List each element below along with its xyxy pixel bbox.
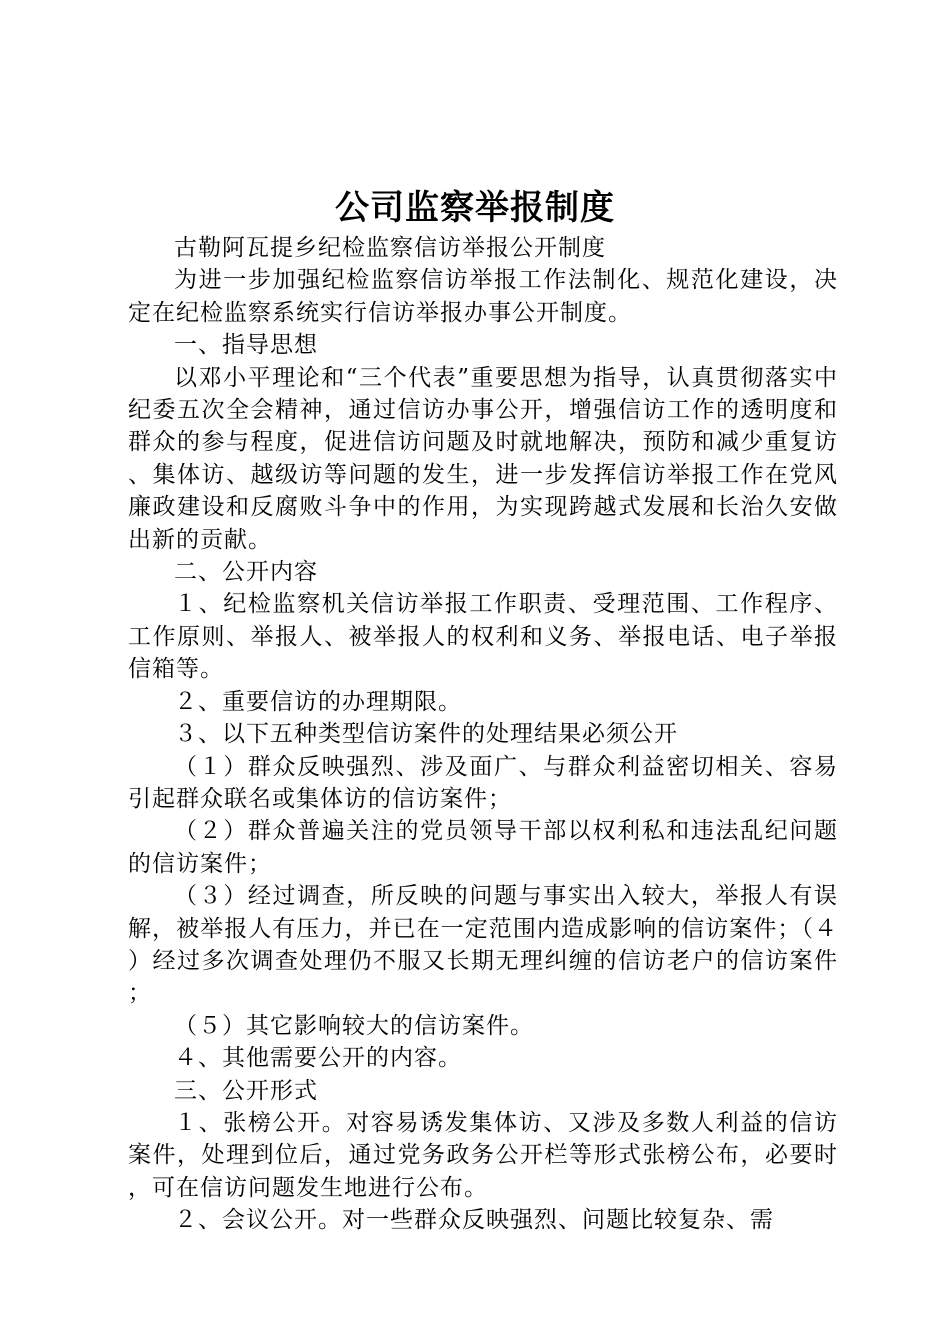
list-item-2: ２、重要信访的办理期限。 bbox=[174, 688, 462, 715]
form-item-1: １、张榜公开。对容易诱发集体访、又涉及多数人利益的信访案件，处理到位后，通过党务政务公开栏等形式张榜公布，必要时，可在信访问题发生地进行公布。 bbox=[128, 1109, 838, 1201]
section-heading-public-content: 二、公开内容 bbox=[174, 559, 318, 586]
sub-item-3-4: （３）经过调查，所反映的问题与事实出入较大，举报人有误解，被举报人有压力，并已在一定范围内造成影响的信访案件；（４）经过多次调查处理仍不服又长期无理纠缠的信访老户的信访案件； bbox=[128, 883, 838, 1007]
sub-item-2: （２）群众普遍关注的党员领导干部以权利私和违法乱纪问题的信访案件； bbox=[128, 818, 838, 877]
document-title: 公司监察举报制度 bbox=[335, 188, 615, 228]
sub-item-1: （１）群众反映强烈、涉及面广、与群众利益密切相关、容易引起群众联名或集体访的信访案件； bbox=[128, 753, 838, 812]
section-heading-guiding-ideology: 一、指导思想 bbox=[174, 332, 318, 359]
form-item-2: ２、会议公开。对一些群众反映强烈、问题比较复杂、需 bbox=[174, 1207, 774, 1234]
subtitle-paragraph: 古勒阿瓦提乡纪检监察信访举报公开制度 bbox=[174, 235, 606, 261]
document-body bbox=[128, 232, 838, 1237]
intro-paragraph: 为进一步加强纪检监察信访举报工作法制化、规范化建设，决定在纪检监察系统实行信访举报办事公开制度。 bbox=[128, 267, 838, 326]
paragraph-guiding-ideology: 以邓小平理论和“三个代表”重要思想为指导，认真贯彻落实中纪委五次全会精神，通过信访办事公开，增强信访工作的透明度和群众的参与程度，促进信访问题及时就地解决，预防和减少重复访、集体访、越级访等问题的发生，进一步发挥信访举报工作在党风廉政建设和反腐败斗争中的作用，为实现跨越式发展和长治久安做出新的贡献。 bbox=[128, 364, 838, 553]
sub-item-5: （５）其它影响较大的信访案件。 bbox=[174, 1012, 534, 1039]
section-heading-public-forms: 三、公开形式 bbox=[174, 1077, 318, 1104]
list-item-4: ４、其他需要公开的内容。 bbox=[174, 1045, 462, 1072]
list-item-1: １、纪检监察机关信访举报工作职责、受理范围、工作程序、工作原则、举报人、被举报人的权利和义务、举报电话、电子举报信箱等。 bbox=[128, 591, 838, 683]
list-item-3: ３、以下五种类型信访案件的处理结果必须公开 bbox=[174, 721, 678, 748]
